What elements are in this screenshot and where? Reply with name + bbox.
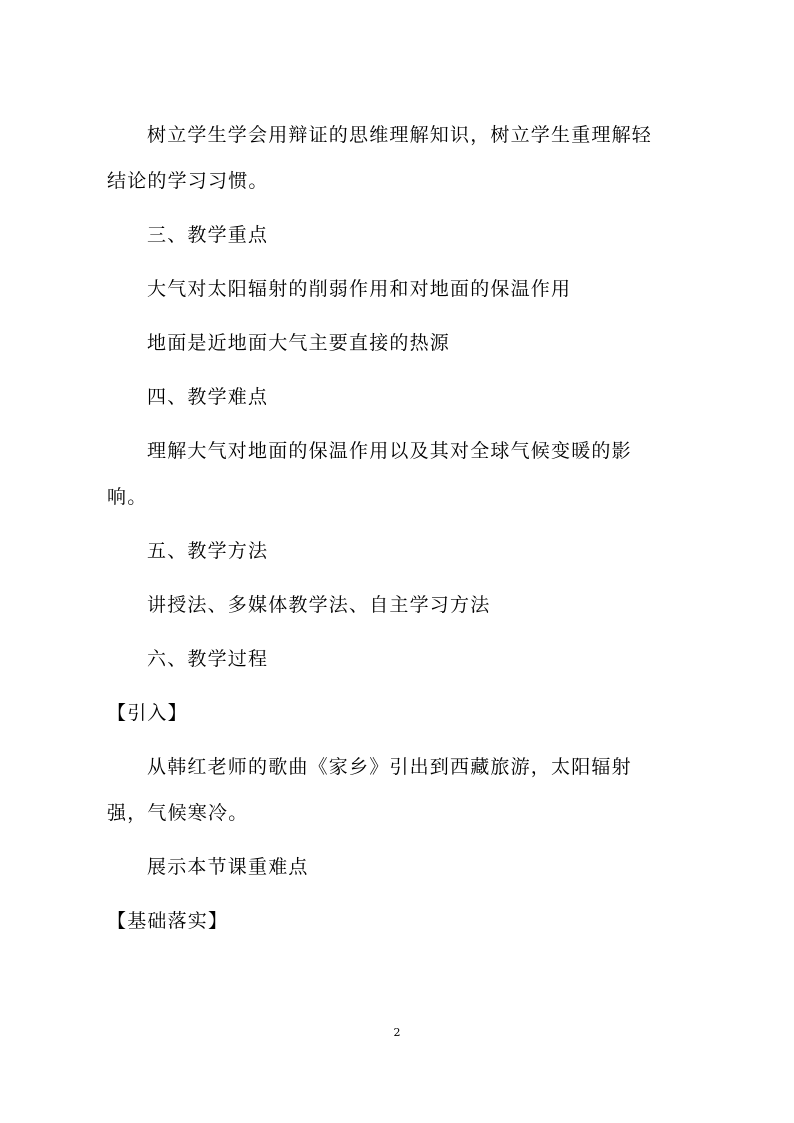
difficulty-paragraph-line-1: 理解大气对地面的保温作用以及其对全球气候变暖的影 bbox=[147, 440, 632, 462]
objective-paragraph-line-2: 结论的学习习惯。 bbox=[107, 170, 269, 192]
difficulty-paragraph-line-2: 响。 bbox=[107, 486, 148, 508]
subheading-introduction: 【引入】 bbox=[107, 702, 188, 724]
introduction-paragraph-line-2: 强，气候寒冷。 bbox=[107, 802, 249, 824]
introduction-paragraph-line-1: 从韩红老师的歌曲《家乡》引出到西藏旅游，太阳辐射 bbox=[147, 756, 632, 778]
section-heading-key-points: 三、教学重点 bbox=[147, 224, 269, 246]
section-heading-process: 六、教学过程 bbox=[147, 648, 269, 670]
key-point-1: 大气对太阳辐射的削弱作用和对地面的保温作用 bbox=[147, 278, 572, 300]
subheading-basics: 【基础落实】 bbox=[107, 910, 229, 932]
section-heading-methods: 五、教学方法 bbox=[147, 540, 269, 562]
page-number: 2 bbox=[393, 1026, 401, 1039]
key-point-2: 地面是近地面大气主要直接的热源 bbox=[147, 332, 451, 354]
show-key-points-text: 展示本节课重难点 bbox=[147, 856, 309, 878]
methods-text: 讲授法、多媒体教学法、自主学习方法 bbox=[147, 594, 491, 616]
section-heading-difficulties: 四、教学难点 bbox=[147, 386, 269, 408]
objective-paragraph-line-1: 树立学生学会用辩证的思维理解知识，树立学生重理解轻 bbox=[147, 124, 653, 146]
